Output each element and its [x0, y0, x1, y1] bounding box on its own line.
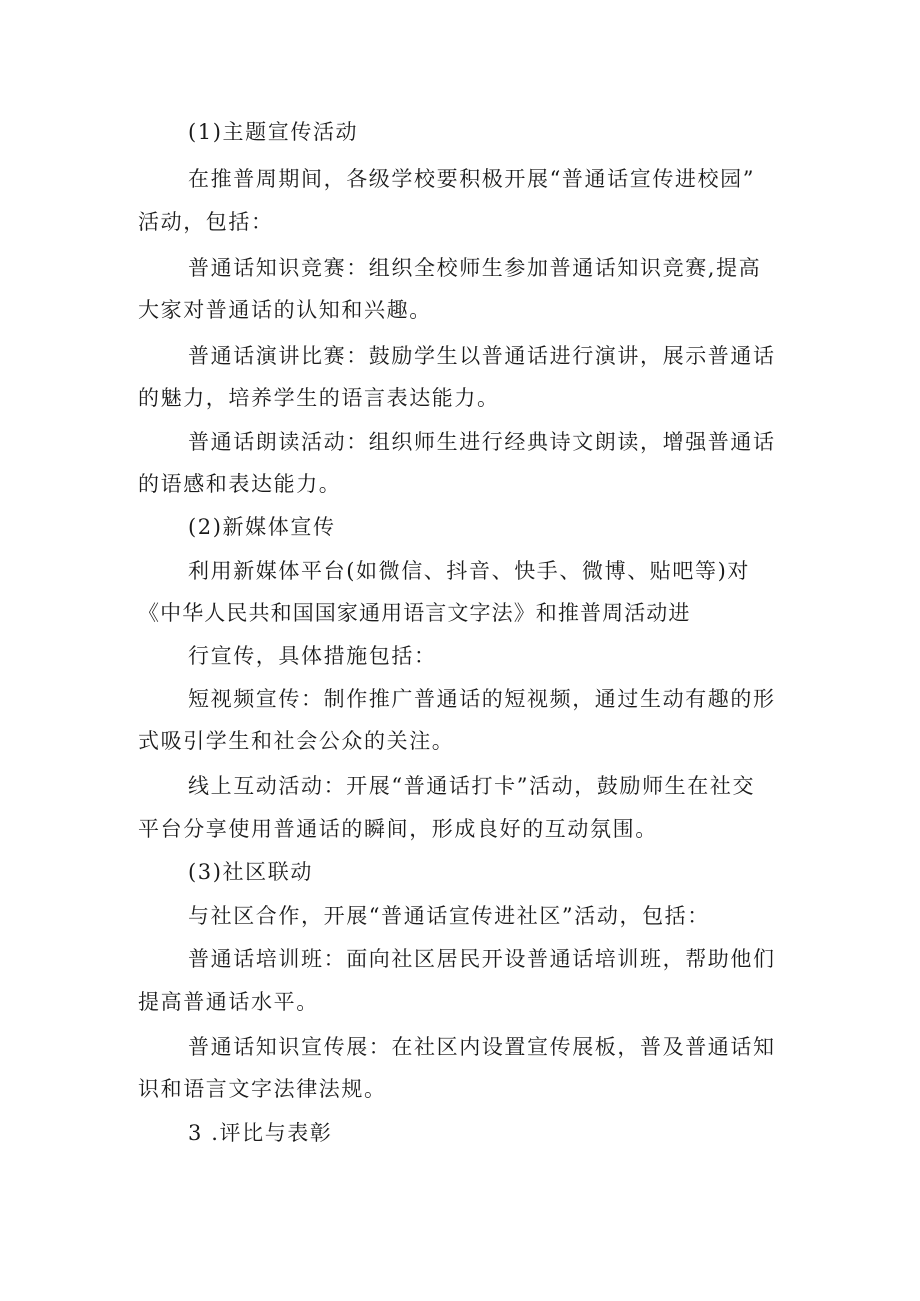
paragraph-line: 普通话培训班：面向社区居民开设普通话培训班，帮助他们: [188, 947, 776, 971]
paragraph-line: 平台分享使用普通话的瞬间，形成良好的互动氛围。: [138, 817, 658, 841]
paragraph-line: 大家对普通话的认知和兴趣。: [138, 298, 432, 322]
heading-new-media: (2)新媒体宣传: [188, 515, 336, 539]
heading-community: (3)社区联动: [188, 860, 313, 884]
paragraph-line: 普通话知识竞赛：组织全校师生参加普通话知识竞赛,提高: [188, 256, 762, 280]
paragraph-line: 的语感和表达能力。: [138, 472, 342, 496]
paragraph-line: 在推普周期间，各级学校要积极开展“普通话宣传进校园”: [188, 167, 756, 191]
paragraph-line: 线上互动活动：开展“普通话打卡”活动，鼓励师生在社交: [188, 774, 756, 798]
paragraph-line: 《中华人民共和国国家通用语言文字法》和推普周活动进: [138, 601, 691, 625]
paragraph-line: 与社区合作，开展“普通话宣传进社区”活动，包括：: [188, 904, 710, 928]
paragraph-line: 普通话知识宣传展：在社区内设置宣传展板，普及普通话知: [188, 1035, 776, 1059]
paragraph-line: 识和语言文字法律法规。: [138, 1077, 387, 1101]
heading-theme-publicity: (1)主题宣传活动: [188, 120, 359, 144]
paragraph-line: 提高普通话水平。: [138, 990, 319, 1014]
paragraph-line: 活动，包括：: [138, 210, 274, 234]
paragraph-line: 利用新媒体平台(如微信、抖音、快手、微博、贴吧等)对: [188, 559, 750, 583]
paragraph-line: 普通话朗读活动：组织师生进行经典诗文朗读，增强普通话: [188, 430, 776, 454]
paragraph-line: 行宣传，具体措施包括：: [188, 644, 437, 668]
paragraph-line: 普通话演讲比赛：鼓励学生以普通话进行演讲，展示普通话: [188, 344, 776, 368]
heading-evaluation: 3 .评比与表彰: [188, 1121, 333, 1145]
paragraph-line: 的魅力，培养学生的语言表达能力。: [138, 386, 500, 410]
paragraph-line: 式吸引学生和社会公众的关注。: [138, 729, 455, 753]
paragraph-line: 短视频宣传：制作推广普通话的短视频，通过生动有趣的形: [188, 687, 776, 711]
